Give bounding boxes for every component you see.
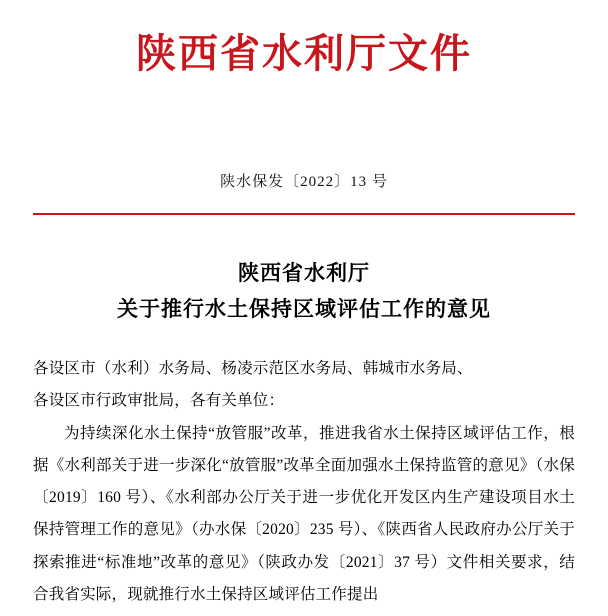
salutation-line-2: 各设区市行政审批局，各有关单位：	[33, 392, 285, 410]
document-number: 陕水保发〔2022〕13 号	[220, 174, 388, 190]
title-line-issuer: 陕西省水利厅	[238, 260, 370, 285]
masthead	[0, 0, 608, 78]
body-paragraph-1: 为持续深化水土保持“放管服”改革，推进我省水土保持区域评估工作，根据《水利部关于进一步深化“放管服”改革全面加强水土保持监管的意见》（水保〔2019〕160 号）、《水利部办公厅关于进一步优化开发区内生产建设项目水土保持管理工作的意见》（办水保〔2020〕235 号）、《陕西省人民政府办公厅关于探索推进“标准地”改革的意见》（陕政办发〔2021〕37 号）文件相关要求，结合我省实际，现就推行水土保持区域评估工作提出	[33, 424, 575, 603]
document-title	[0, 255, 608, 327]
red-separator-rule	[33, 213, 575, 215]
masthead-title: 陕西省水利厅文件	[136, 30, 472, 77]
salutation-line-1: 各设区市（水利）水务局、杨凌示范区水务局、韩城市水务局、	[33, 360, 473, 378]
title-line-subject: 关于推行水土保持区域评估工作的意见	[117, 296, 491, 322]
document-body	[33, 353, 575, 611]
